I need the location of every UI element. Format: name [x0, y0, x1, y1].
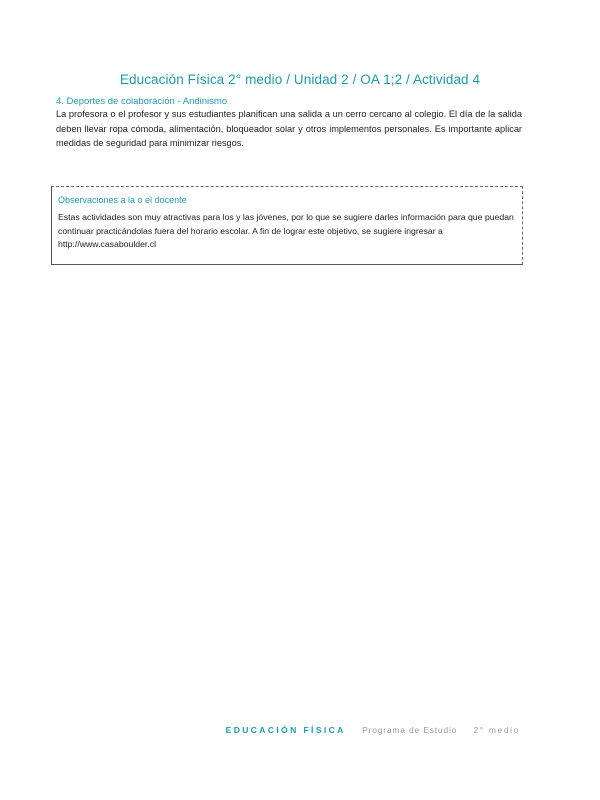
footer-subject: EDUCACIÓN FÍSICA — [225, 725, 346, 735]
activity-description: La profesora o el profesor y sus estudiantes planifican una salida a un cerro cercano al colegio. El día de la salida deben llevar ropa cómoda, alimentación, bloqueador solar y otros implementos personales. Es importante aplicar medidas de seguridad para minimizar riesgos. — [56, 109, 522, 148]
observations-title: Observaciones a la o el docente — [58, 195, 187, 205]
page-footer — [226, 725, 520, 735]
teacher-observations-box — [51, 186, 523, 265]
activity-section-title: 4. Deportes de colaboración - Andinismo — [56, 96, 228, 107]
page-title: Educación Física 2° medio / Unidad 2 / OA 1;2 / Actividad 4 — [119, 72, 481, 87]
observations-text: Estas actividades son muy atractivas para los y las jóvenes, por lo que se sugiere darles información para que puedan continuar practicándolas fuera del horario escolar. A fin de lograr este objetivo, se sugiere ingresar a http://www.casaboulder.cl — [58, 212, 514, 249]
footer-grade: 2° medio — [473, 725, 520, 735]
footer-program: Programa de Estudio — [362, 725, 458, 735]
